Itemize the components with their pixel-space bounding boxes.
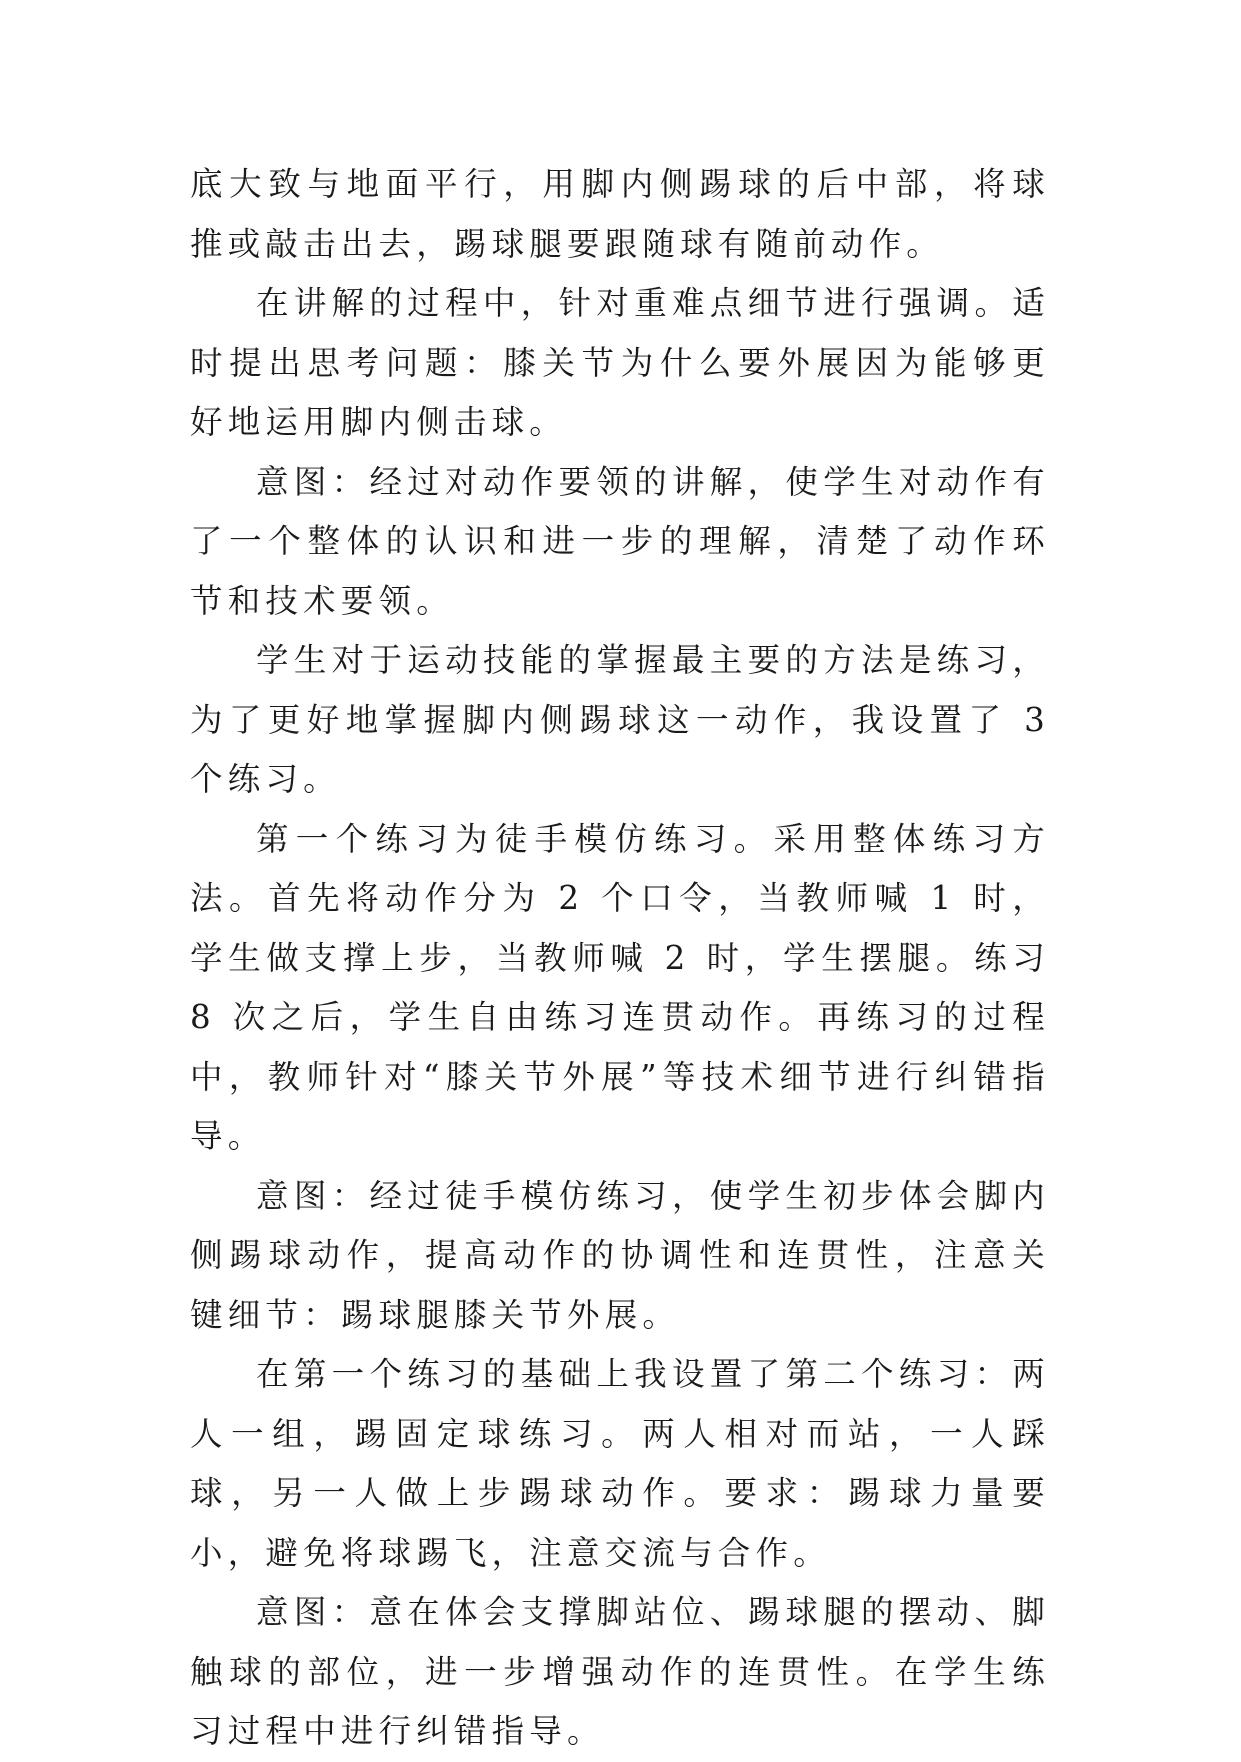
paragraph-5: 第一个练习为徒手模仿练习。采用整体练习方法。首先将动作分为 2 个口令，当教师喊 1 时，学生做支撑上步，当教师喊 2 时，学生摆腿。练习 8 次之后，学生自由练习连贯动作。再练习的过程中，教师针对“膝关节外展”等技术细节进行纠错指导。 (190, 819, 1050, 1155)
paragraph-1: 底大致与地面平行，用脚内侧踢球的后中部，将球推或敲击出去，踢球腿要跟随球有随前动作。 (190, 165, 1050, 263)
paragraph-7: 在第一个练习的基础上我设置了第二个练习：两人一组，踢固定球练习。两人相对而站，一人踩球，另一人做上步踢球动作。要求：踢球力量要小，避免将球踢飞，注意交流与合作。 (190, 1355, 1050, 1572)
document-body (190, 155, 1050, 1762)
paragraph-3: 意图：经过对动作要领的讲解，使学生对动作有了一个整体的认识和进一步的理解，清楚了动作环节和技术要领。 (190, 462, 1050, 620)
paragraph-2: 在讲解的过程中，针对重难点细节进行强调。适时提出思考问题：膝关节为什么要外展因为能够更好地运用脚内侧击球。 (190, 284, 1050, 441)
paragraph-8: 意图：意在体会支撑脚站位、踢球腿的摆动、脚触球的部位，进一步增强动作的连贯性。在学生练习过程中进行纠错指导。 (190, 1593, 1050, 1750)
paragraph-6: 意图：经过徒手模仿练习，使学生初步体会脚内侧踢球动作，提高动作的协调性和连贯性，注意关键细节：踢球腿膝关节外展。 (190, 1176, 1050, 1334)
paragraph-4: 学生对于运动技能的掌握最主要的方法是练习，为了更好地掌握脚内侧踢球这一动作，我设置了 3 个练习。 (190, 641, 1050, 798)
